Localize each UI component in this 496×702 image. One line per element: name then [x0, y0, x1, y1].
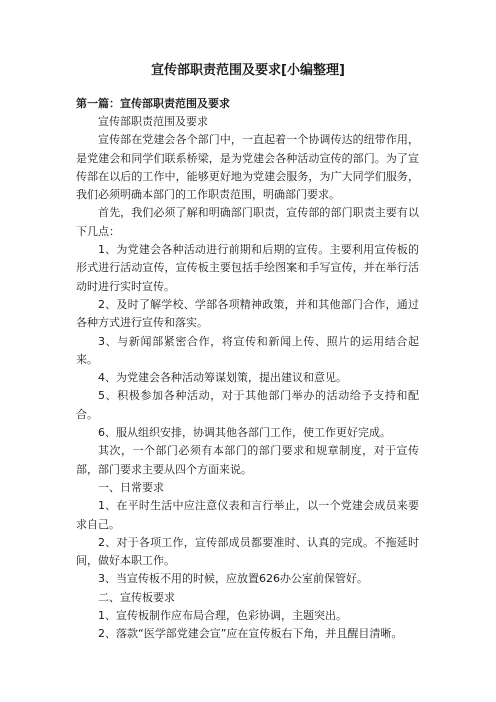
list-item: 3、与新闻部紧密合作，将宣传和新闻上传、照片的运用结合起来。	[76, 334, 419, 366]
paragraph: 宣传部在党建会各个部门中，一直起着一个协调传达的纽带作用，是党建会和同学们联系桥梁，是为党建会各种活动宣传的部门。为了宣传部在以后的工作中，能够更好地为党建会服务，为广大同学们服务，我们必须明确本部门的工作职责范围，明确部门要求。	[76, 133, 419, 202]
list-item: 5、积极参加各种活动，对于其他部门举办的活动给予支持和配合。	[76, 389, 419, 421]
list-item: 1、为党建会各种活动进行前期和后期的宣传。主要利用宣传板的形式进行活动宣传，宣传板主要包括手绘图案和手写宣传，并在举行活动时进行实时宣传。	[76, 243, 419, 293]
paragraph: 首先，我们必须了解和明确部门职责，宣传部的部门职责主要有以下几点：	[76, 206, 419, 238]
document-title: 宣传部职责范围及要求[小编整理]	[151, 63, 345, 78]
list-item: 1、宣传板制作应布局合理，色彩协调，主题突出。	[98, 609, 347, 623]
list-item: 6、服从组织安排，协调其他各部门工作，使工作更好完成。	[98, 426, 391, 440]
paragraph: 其次，一个部门必须有本部门的部门要求和规章制度，对于宣传部，部门要求主要从四个方面来说。	[76, 444, 419, 476]
subsection-heading: 二、宣传板要求	[98, 590, 175, 604]
subsection-heading: 一、日常要求	[98, 480, 164, 494]
list-item: 1、在平时生活中应注意仪表和言行举止，以一个党建会成员来要求自己。	[76, 499, 419, 531]
list-item: 4、为党建会各种活动筹谋划策，提出建议和意见。	[98, 371, 347, 385]
paragraph-subtitle: 宣传部职责范围及要求	[98, 115, 208, 128]
list-item: 2、及时了解学校、学部各项精神政策，并和其他部门合作，通过各种方式进行宣传和落实。	[76, 297, 419, 330]
list-item: 2、对于各项工作，宣传部成员都要准时、认真的完成。不拖延时间，做好本职工作。	[76, 535, 419, 568]
document-body	[76, 113, 419, 644]
list-item: 3、当宣传板不用的时候，应放置626办公室前保管好。	[98, 572, 368, 586]
list-item: 2、落款“医学部党建会宣”应在宣传板右下角，并且醒目清晰。	[98, 627, 403, 641]
section-heading: 第一篇：宣传部职责范围及要求	[76, 97, 230, 110]
